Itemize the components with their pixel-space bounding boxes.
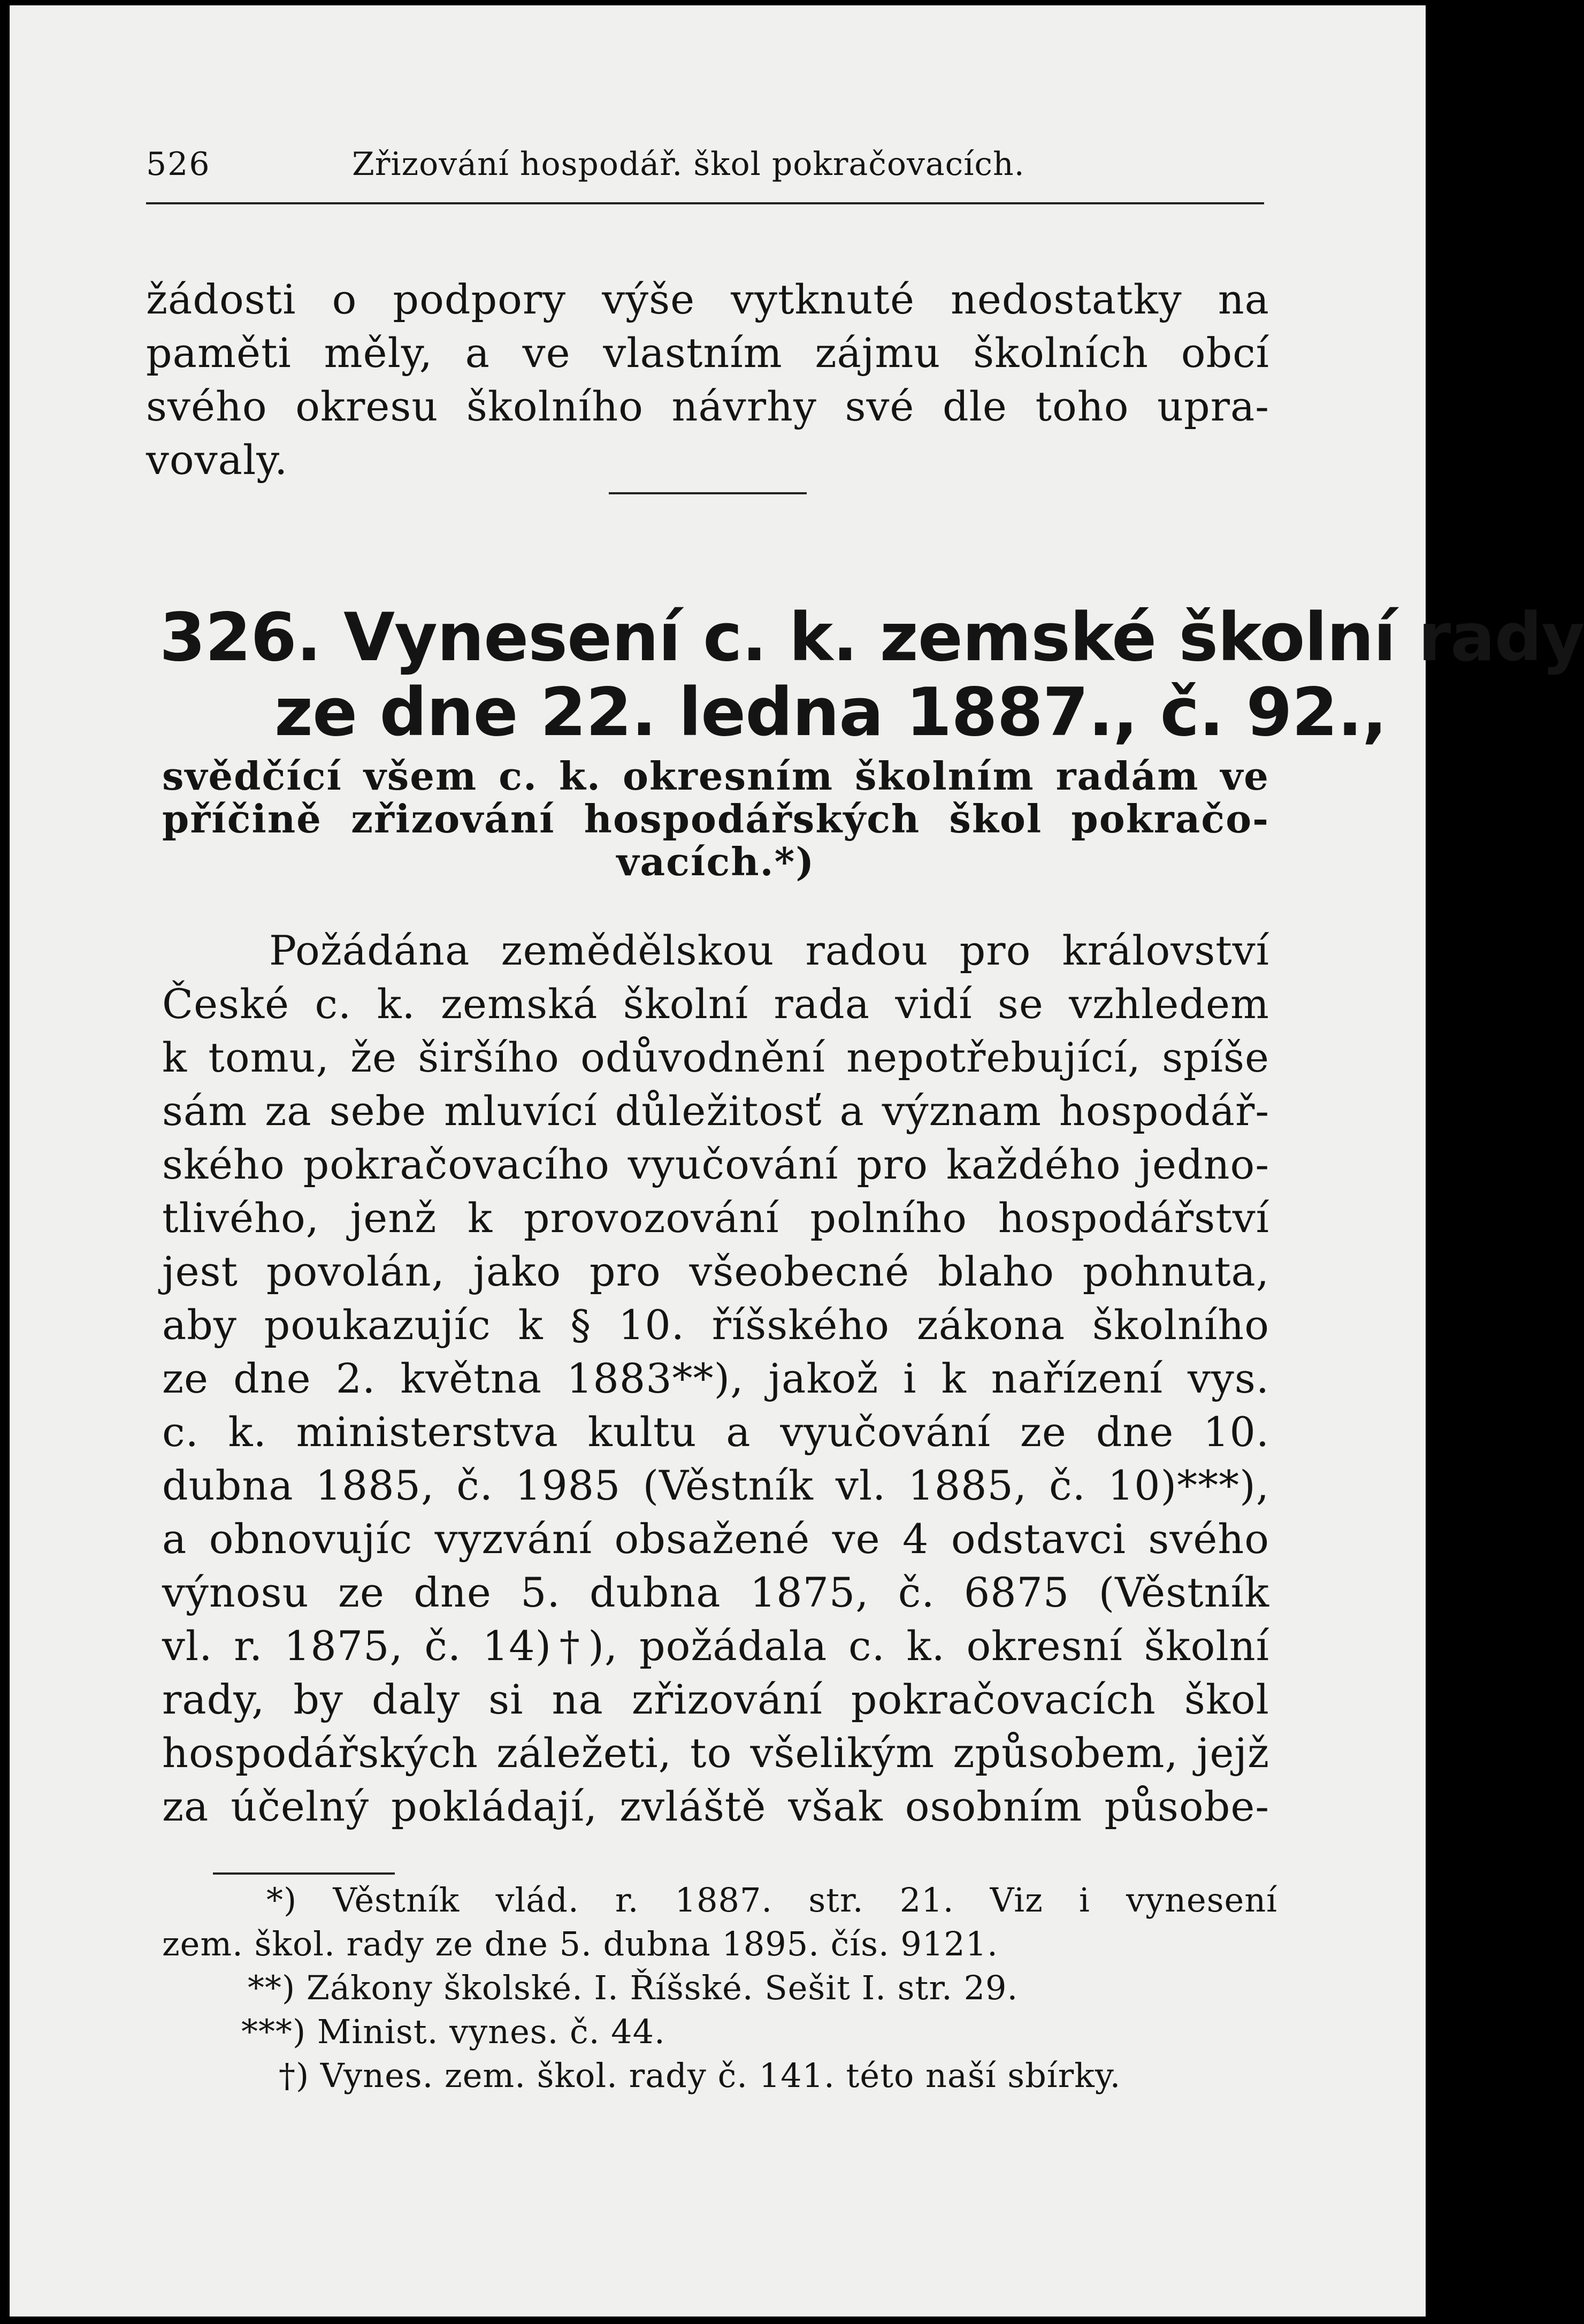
footnote-line: zem. škol. rady ze dne 5. dubna 1895. čís. 9121.: [162, 1924, 998, 1963]
text-line: ského pokračovacího vyučování pro každého jedno-: [162, 1141, 1269, 1188]
text-line: aby poukazujíc k § 10. říšského zákona školního: [162, 1301, 1269, 1349]
text-line: c. k. ministerstva kultu a vyučování ze dne 10.: [162, 1408, 1269, 1456]
text-line: ze dne 2. května 1883**), jakož i k nařízení vys.: [162, 1355, 1269, 1402]
book-page: [10, 5, 1584, 2317]
text-line: svého okresu školního návrhy své dle toho upra-: [146, 383, 1269, 430]
text-line: Požádána zemědělskou radou pro království: [269, 927, 1269, 974]
text-line: žádosti o podpory výše vytknuté nedostatky na: [146, 276, 1269, 323]
page-number: 526: [146, 146, 211, 183]
text-line: výnosu ze dne 5. dubna 1875, č. 6875 (Věstník: [162, 1569, 1269, 1616]
text-line: a obnovujíc vyzvání obsažené ve 4 odstavci svého: [162, 1515, 1269, 1563]
text-line: hospodářských záležeti, to všelikým způsobem, jejž: [162, 1729, 1269, 1777]
running-title: Zřizování hospodář. škol pokračovacích.: [352, 146, 1025, 183]
text-line: jest povolán, jako pro všeobecné blaho pohnuta,: [162, 1248, 1269, 1295]
section-divider: [609, 492, 807, 494]
text-line: za účelný pokládají, zvláště však osobním působe-: [162, 1783, 1269, 1830]
footnote-rule: [213, 1872, 395, 1875]
text-line: paměti měly, a ve vlastním zájmu školních obcí: [146, 329, 1269, 377]
heading-line-1: 326. Vynesení c. k. zemské školní rady: [159, 599, 1584, 676]
page-header: [146, 146, 1264, 194]
subtitle-line: příčině zřizování hospodářských škol pokračo-: [162, 796, 1269, 842]
subtitle-line: vacích.*): [616, 839, 815, 884]
subtitle-line: svědčící všem c. k. okresním školním radám ve: [162, 753, 1269, 799]
footnote-line: *) Věstník vlád. r. 1887. str. 21. Viz i vynesení: [266, 1880, 1277, 1920]
footnote-line: ***) Minist. vynes. č. 44.: [241, 2012, 665, 2051]
text-line: vl. r. 1875, č. 14)†), požádala c. k. okresní školní: [162, 1622, 1269, 1670]
footnote-line: **) Zákony školské. I. Říšské. Sešit I. str. 29.: [248, 1968, 1019, 2007]
text-line: sám za sebe mluvící důležitosť a význam hospodář-: [162, 1087, 1269, 1135]
header-rule: [146, 202, 1264, 204]
text-line: tlivého, jenž k provozování polního hospodářství: [162, 1194, 1269, 1242]
footnote-line: †) Vynes. zem. škol. rady č. 141. této naší sbírky.: [279, 2056, 1121, 2095]
text-line: vovaly.: [146, 436, 288, 484]
text-line: České c. k. zemská školní rada vidí se vzhledem: [162, 980, 1269, 1028]
heading-line-2: ze dne 22. ledna 1887., č. 92.,: [274, 674, 1387, 751]
text-line: rady, by daly si na zřizování pokračovacích škol: [162, 1676, 1269, 1723]
text-line: dubna 1885, č. 1985 (Věstník vl. 1885, č. 10)***),: [162, 1462, 1269, 1509]
text-line: k tomu, že širšího odůvodnění nepotřebující, spíše: [162, 1034, 1269, 1081]
